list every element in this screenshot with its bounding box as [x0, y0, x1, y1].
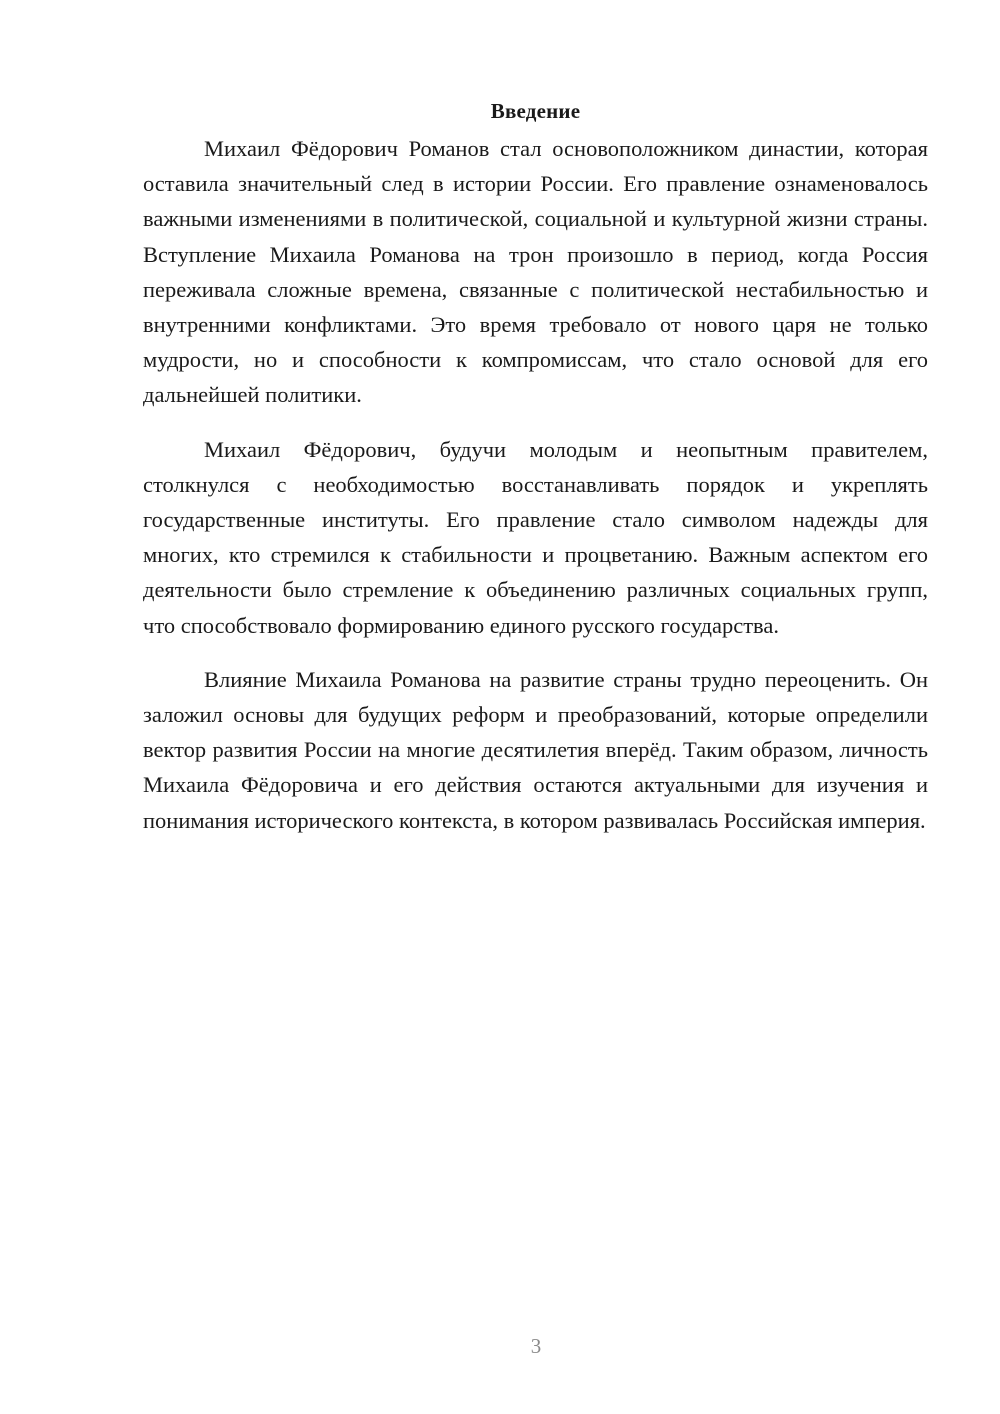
paragraph-1: Михаил Фёдорович Романов стал основоположником династии, которая оставила значительный след в истории России. Его правление ознаменовалось важными изменениями в политической, социальной и культурной жизни страны. Вступление Михаила Романова на трон произошло в период, когда Россия переживала сложные времена, связанные с политической нестабильностью и внутренними конфликтами. Это время требовало от нового царя не только мудрости, но и способности к компромиссам, что стало основой для его дальнейшей политики. — [143, 136, 928, 408]
paragraph-2: Михаил Фёдорович, будучи молодым и неопытным правителем, столкнулся с необходимостью восстанавливать порядок и укреплять государственные институты. Его правление стало символом надежды для многих, кто стремился к стабильности и процветанию. Важным аспектом его деятельности было стремление к объединению различных социальных групп, что способствовало формированию единого русского государства. — [143, 436, 928, 638]
paragraph-3: Влияние Михаила Романова на развитие страны трудно переоценить. Он заложил основы для будущих реформ и преобразований, которые определили вектор развития России на многие десятилетия вперёд. Таким образом, личность Михаила Фёдоровича и его действия остаются актуальными для изучения и понимания исторического контекста, в котором развивалась Российская империя. — [143, 666, 928, 833]
section-heading: Введение — [490, 99, 581, 123]
page-number: 3 — [530, 1334, 542, 1358]
page-content — [143, 96, 928, 857]
